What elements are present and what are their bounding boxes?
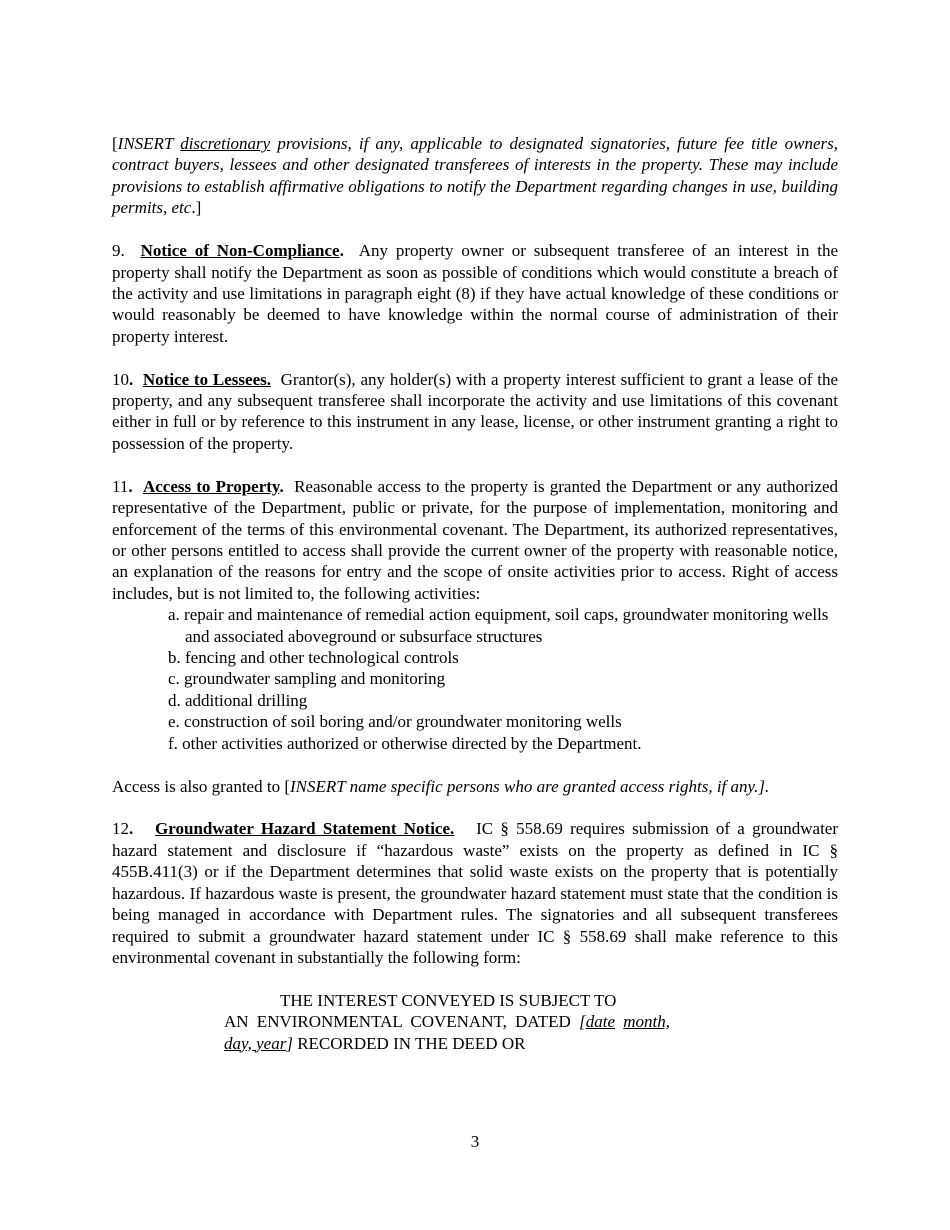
form-notice-bracket-open: [ [579,1012,586,1032]
section-11-number: 11 [112,476,129,496]
page-number: 3 [470,1132,480,1151]
section-9-body: Any property owner or subsequent transferee of an interest in the property shall notify the Department as soon as possible of conditions which would constitute a breach of the activity and use limitations in paragraph eight (8) if they have actual knowledge of these conditions or would reasonably be deemed to have knowledge within the normal course of administration of their property interest. [112,241,839,346]
section-10-dot: . [129,369,134,389]
section-12-dot: . [129,819,134,839]
list-item: b. fencing and other technological controls [168,648,459,668]
list-item: d. additional drilling [168,690,308,710]
list-item: f. other activities authorized or otherwise directed by the Department. [168,733,642,753]
intro-close: .] [191,198,202,218]
form-notice-line-3: RECORDED IN THE DEED OR [297,1033,526,1053]
list-item: e. construction of soil boring and/or groundwater monitoring wells [168,712,622,732]
form-notice-date-word: date [585,1012,616,1032]
section-12-body: IC § 558.69 requires submission of a groundwater hazard statement and disclosure if “hazardous waste” exists on the property as defined in IC § 455B.411(3) or if the Department determines that solid waste exists on the property that is potentially hazardous. If hazardous waste is present, the groundwater hazard statement must state that the condition is being managed in accordance with Department rules. The signatories and all subsequent transferees required to submit a groundwater hazard statement under IC § 558.69 shall make reference to this environmental covenant in substantially the following form: [112,819,839,967]
access-granted-paragraph [112,776,838,797]
section-11-heading-end: . [279,476,284,496]
form-notice-block [224,990,670,1054]
form-notice-line-1: THE INTEREST CONVEYED IS SUBJECT TO [280,990,617,1010]
access-italic: INSERT name specific persons who are granted access rights, if any.]. [289,776,770,796]
intro-paragraph [112,133,838,219]
form-notice-line-2: AN ENVIRONMENTAL COVENANT, DATED [224,1012,571,1032]
intro-underlined-word: discretionary [180,134,271,153]
section-11-dot: . [128,476,133,496]
section-11-body: Reasonable access to the property is granted the Department or any authorized representative of the Department, public or private, for the purpose of implementation, monitoring and enforcement of the terms of this environmental covenant. The Department, its authorized representatives, or other persons entitled to access shall provide the current owner of the property with reasonable notice, an explanation of the reasons for entry and the scope of onsite activities prior to access. Right of access includes, but is not limited to, the following activities: [112,476,838,603]
form-notice-date-detail: month, day, year [224,1012,671,1053]
intro-insert-word: INSERT [117,134,174,153]
section-10 [112,369,838,455]
section-9-number: 9. [112,241,125,261]
section-12-number: 12 [112,819,129,839]
intro-bracket: [ [112,134,118,153]
access-activities-list [112,604,838,754]
section-10-heading: Notice to Lessees. [142,369,271,389]
section-12-heading: Groundwater Hazard Statement Notice. [155,819,455,839]
list-item: c. groundwater sampling and monitoring [168,669,446,689]
section-11 [112,476,838,604]
section-9-heading: Notice of Non-Compliance [140,241,340,261]
section-9 [112,240,838,347]
section-11-heading: Access to Property [142,476,280,496]
access-prefix: Access is also granted to [ [112,776,290,796]
section-10-number: 10 [112,369,129,389]
section-10-body: Grantor(s), any holder(s) with a property interest sufficient to grant a lease of the property, and any subsequent transferee shall incorporate the activity and use limitations of this covenant either in full or by reference to this instrument in any lease, license, or other instrument granting a right to possession of the property. [112,369,838,453]
page-content [112,133,838,1054]
form-notice-bracket-close: ] [286,1033,293,1053]
section-9-heading-end: . [339,241,344,261]
section-12 [112,818,838,968]
list-item: a. repair and maintenance of remedial action equipment, soil caps, groundwater monitoring wells and associated aboveground or subsurface structures [168,605,829,646]
intro-text: provisions, if any, applicable to designated signatories, future fee title owners, contract buyers, lessees and other designated transferees of interests in the property. These may include provisions to establish affirmative obligations to notify the Department regarding changes in use, building permits, etc [112,134,839,218]
